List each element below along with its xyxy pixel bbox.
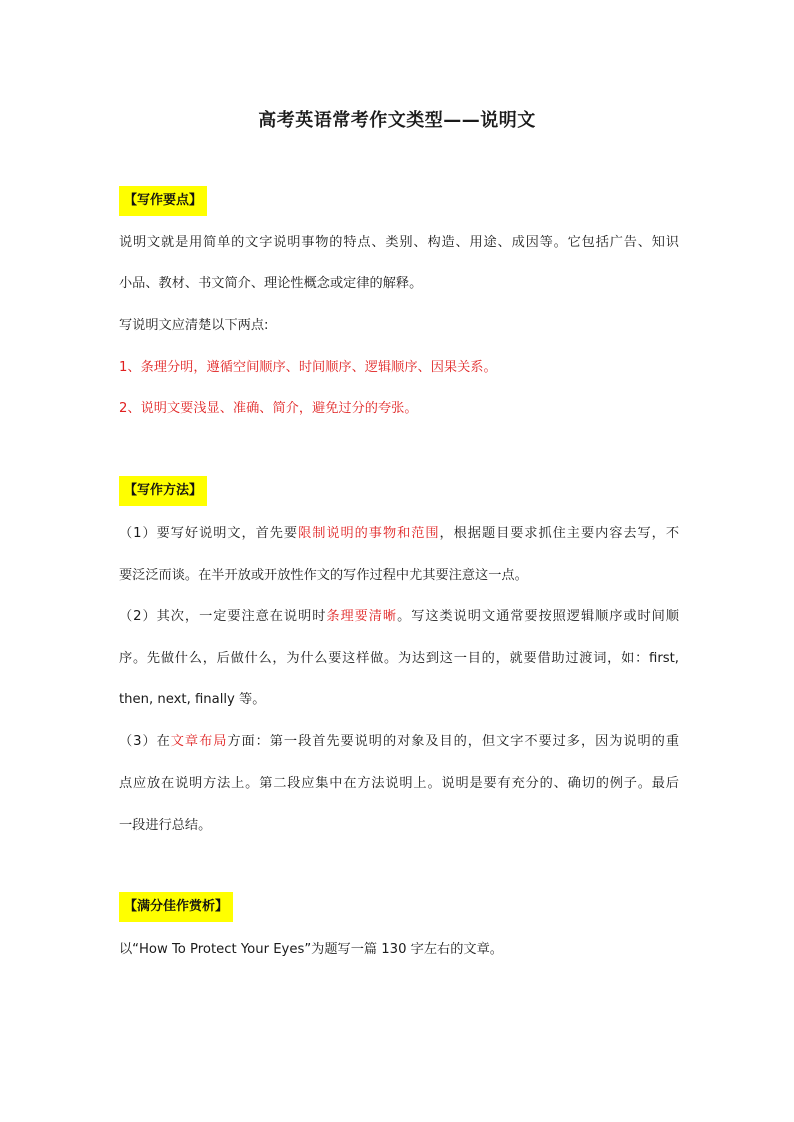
highlight-text: 文章布局 — [170, 734, 228, 749]
method-3-line-3: 一段进行总结。 — [119, 818, 212, 833]
method-1-line-2: 要泛泛而谈。在半开放或开放性作文的写作过程中尤其要注意这一点。 — [119, 568, 528, 583]
paragraph-line: 小品、教材、书文简介、理论性概念或定律的解释。 — [119, 276, 423, 291]
text-segment: 方面：第一段首先要说明的对象及目的，但文字不要过多，因为说明的重 — [227, 734, 680, 749]
method-2-line-3: then, next, finally 等。 — [119, 692, 266, 707]
method-2-line-2: 序。先做什么，后做什么，为什么要这样做。为达到这一目的，就要借助过渡词，如：first, — [119, 651, 679, 666]
method-3-line-2: 点应放在说明方法上。第二段应集中在方法说明上。说明是要有充分的、确切的例子。最后 — [119, 776, 679, 791]
section-heading-model-essay: 【满分佳作赏析】 — [119, 892, 233, 922]
key-point-1: 1、条理分明，遵循空间顺序、时间顺序、逻辑顺序、因果关系。 — [119, 360, 497, 375]
document-title: 高考英语常考作文类型——说明文 — [258, 110, 536, 131]
text-segment: ，根据题目要求抓住主要内容去写，不 — [439, 526, 680, 541]
text-segment: （3）在 — [119, 734, 171, 749]
paragraph-line: 写说明文应清楚以下两点: — [119, 318, 269, 333]
key-point-2: 2、说明文要浅显、准确、简介，避免过分的夸张。 — [119, 401, 418, 416]
text-segment: （2）其次，一定要注意在说明时 — [119, 609, 327, 624]
text-segment: 。写这类说明文通常要按照逻辑顺序或时间顺 — [397, 609, 679, 624]
model-essay-prompt: 以“How To Protect Your Eyes”为题写一篇 130 字左右的文章。 — [119, 942, 503, 957]
paragraph-line: 说明文就是用简单的文字说明事物的特点、类别、构造、用途、成因等。它包括广告、知识 — [119, 235, 679, 250]
method-2-line-1 — [119, 608, 679, 626]
text-segment: （1）要写好说明文，首先要 — [119, 526, 299, 541]
section-heading-methods: 【写作方法】 — [119, 476, 207, 506]
highlight-text: 条理要清晰 — [326, 609, 398, 624]
method-3-line-1 — [119, 733, 679, 751]
highlight-text: 限制说明的事物和范围 — [298, 526, 440, 541]
method-1-line-1 — [119, 525, 679, 543]
section-heading-key-points: 【写作要点】 — [119, 186, 207, 216]
